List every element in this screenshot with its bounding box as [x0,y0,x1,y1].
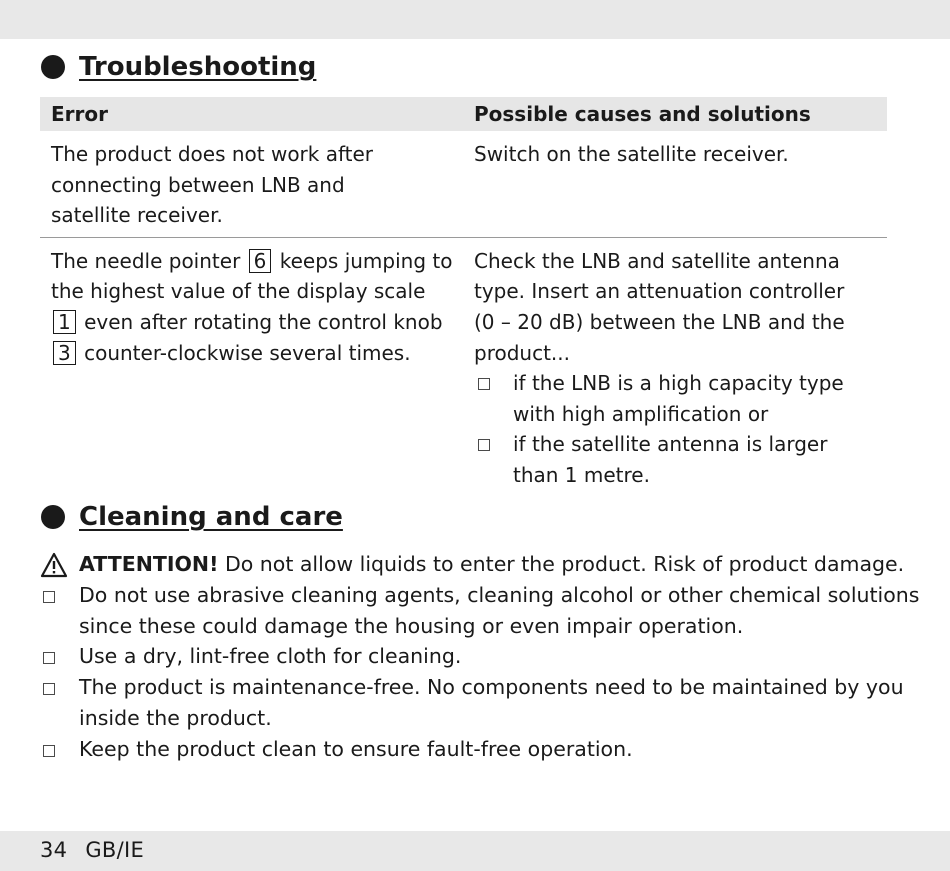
list-item: The product is maintenance-free. No components need to be maintained by you inside the product. [40,672,920,734]
ref-number-needle-pointer: 6 [249,249,272,273]
square-bullet-icon [43,745,55,757]
bullet-dot-icon [41,505,65,529]
solution-intro: Check the LNB and satellite antenna type. Insert an attenuation controller (0 – 20 dB) between the LNB and the product... [474,248,845,365]
list-item: Use a dry, lint-free cloth for cleaning. [40,641,920,672]
warning-triangle-icon [40,552,68,578]
square-bullet-icon [43,652,55,664]
solution-cell [463,237,887,496]
table-row [40,237,887,496]
bullet-dot-icon [41,55,65,79]
error-cell: The product does not work after connecting between LNB and satellite receiver. [40,131,463,237]
cleaning-content [40,549,920,765]
cleaning-title: Cleaning and care [79,502,343,532]
attention-label: ATTENTION! [79,552,219,576]
header-band [0,0,950,39]
page-number: 34 [40,838,68,862]
list-item: Do not use abrasive cleaning agents, cleaning alcohol or other chemical solutions since these could damage the housing or even impair operation. [40,580,920,642]
list-item: Keep the product clean to ensure fault-free operation. [40,734,920,765]
square-bullet-icon [478,439,490,451]
region-label: GB/IE [85,838,145,862]
page-footer [40,838,144,862]
attention-text: Do not allow liquids to enter the product. Risk of product damage. [218,552,905,576]
list-item: if the satellite antenna is larger than 1 metre. [474,429,862,490]
attention-notice [40,549,920,580]
square-bullet-icon [43,591,55,603]
troubleshooting-heading [41,52,316,82]
solution-list [474,368,862,490]
solution-cell: Switch on the satellite receiver. [463,131,887,237]
table-row [40,131,887,237]
ref-number-display-scale: 1 [53,310,76,334]
table-header-error: Error [40,97,463,131]
cleaning-heading [41,502,343,532]
error-cell: The needle pointer 6 keeps jumping to the highest value of the display scale 1 even after rotating the control knob 3 counter-clockwise several times. [51,248,453,365]
square-bullet-icon [43,683,55,695]
list-item: if the LNB is a high capacity type with high amplification or [474,368,862,429]
table-header-solutions: Possible causes and solutions [463,97,887,131]
troubleshooting-table [40,97,887,497]
square-bullet-icon [478,378,490,390]
ref-number-control-knob: 3 [53,341,76,365]
table-header-row [40,97,887,131]
troubleshooting-title: Troubleshooting [79,52,317,82]
